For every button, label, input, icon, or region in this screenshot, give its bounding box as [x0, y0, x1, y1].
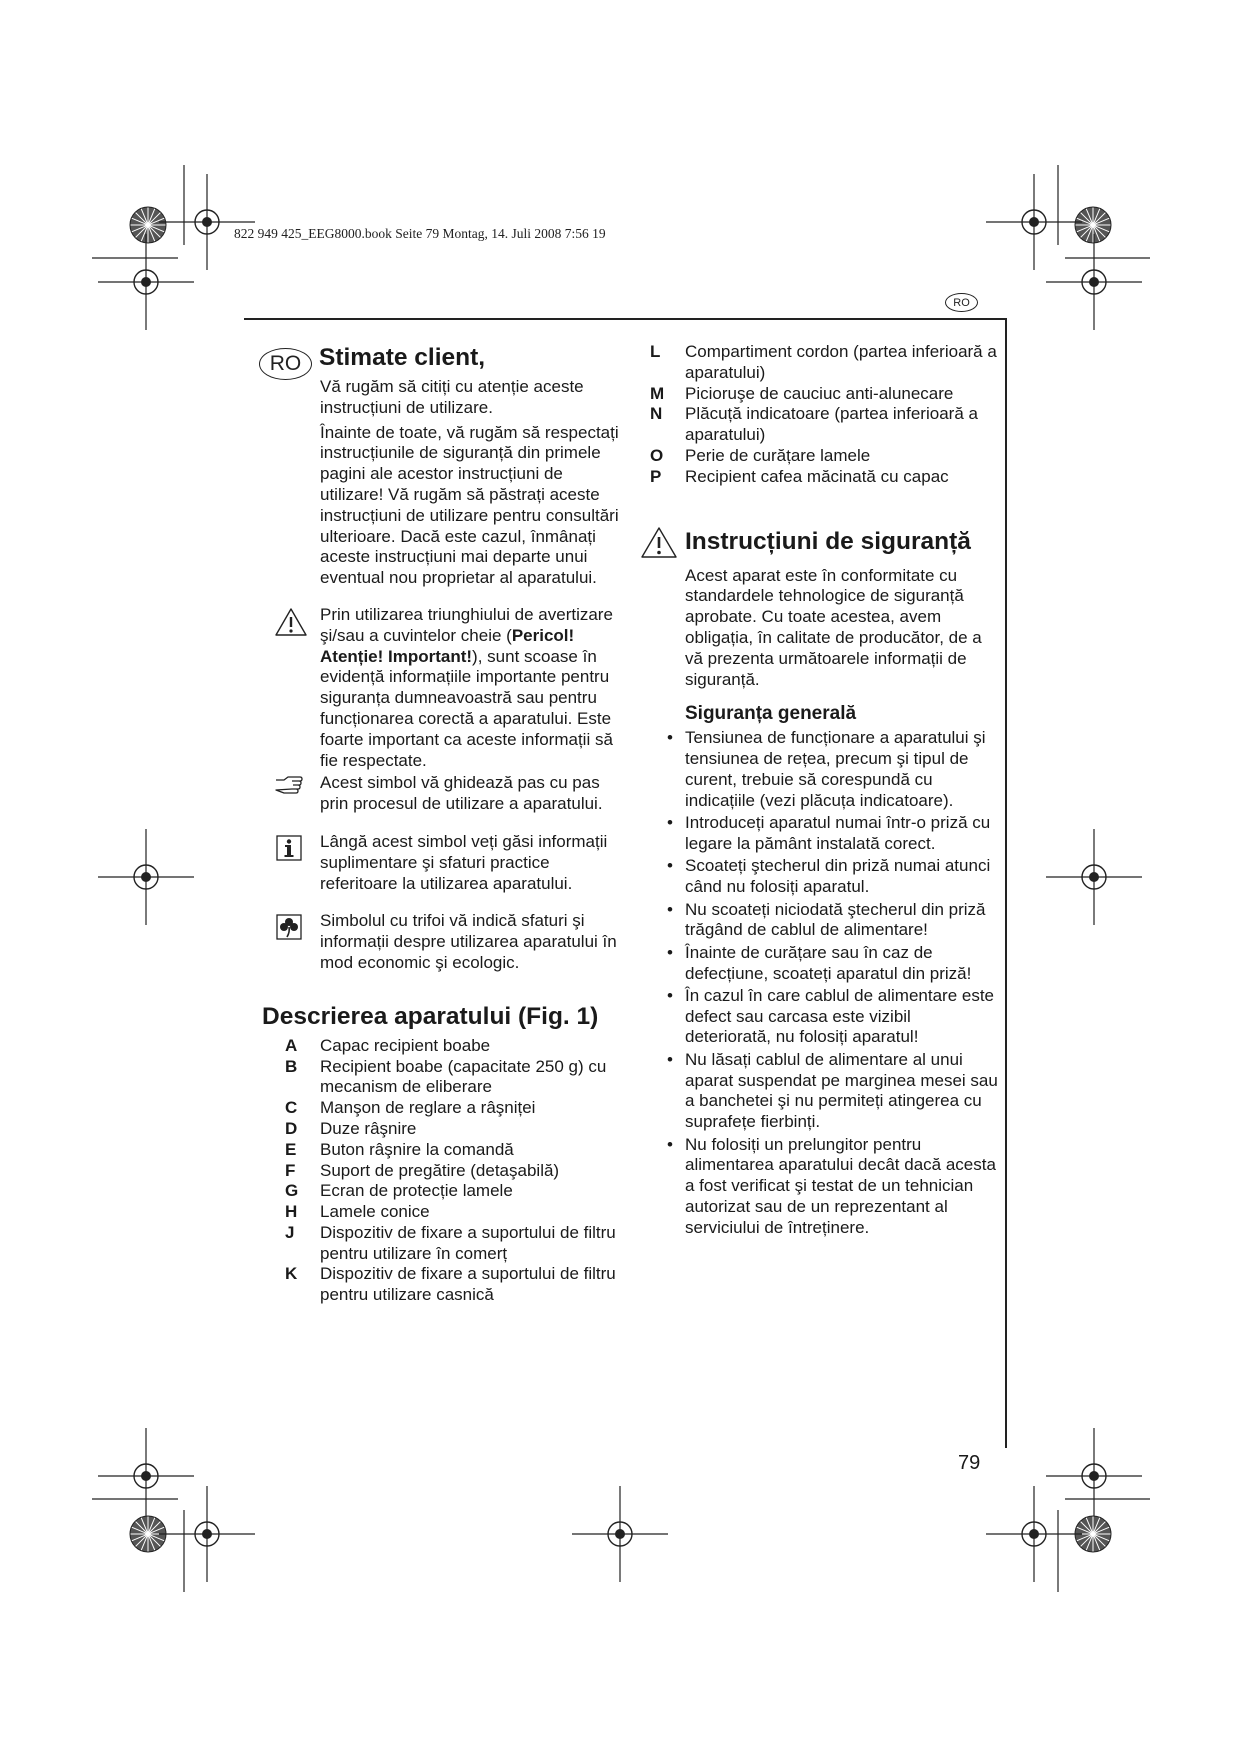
- part-text: Manşon de reglare a râşniței: [320, 1098, 536, 1118]
- part-letter: H: [285, 1202, 298, 1222]
- warning-triangle-icon: [640, 526, 678, 559]
- page-number: 79: [958, 1452, 981, 1474]
- intro-paragraph-1: Vă rugăm să citiți cu atenție aceste instrucțiuni de utilizare.: [320, 377, 584, 417]
- bullet-dot: •: [667, 856, 673, 876]
- part-letter: A: [285, 1035, 298, 1055]
- parts-list-left: [262, 1036, 622, 1306]
- clover-icon: [276, 914, 302, 940]
- part-letter: D: [285, 1118, 298, 1138]
- bullet-dot: •: [667, 1134, 673, 1154]
- part-letter: O: [650, 445, 664, 465]
- safety-bullet-item: [667, 1134, 998, 1239]
- safety-bullet-text: Nu folosiți un prelungitor pentru alimentarea aparatului decât dacă acesta a fost verificat şi testat de un tehnician autorizat sau de un reprezentant al serviciului de întreținere.: [685, 1134, 996, 1237]
- part-item: [262, 1140, 622, 1161]
- part-item: [262, 1223, 622, 1265]
- part-letter: M: [650, 383, 665, 403]
- part-item: [262, 1161, 622, 1182]
- safety-bullet-text: Nu scoateți niciodată ştecherul din priză trăgând de cablul de alimentare!: [685, 899, 986, 940]
- bullet-dot: •: [667, 1049, 673, 1069]
- part-text: Recipient cafea măcinată cu capac: [685, 466, 949, 486]
- safety-bullet-text: Înainte de curățare sau în caz de defecțiune, scoateți aparatul din priză!: [685, 942, 972, 983]
- clover-note-text: Simbolul cu trifoi vă indică sfaturi şi informații despre utilizarea aparatului în mod economic şi ecologic.: [320, 911, 617, 972]
- safety-bullet-list: [667, 728, 998, 1238]
- safety-bullet-item: [667, 1049, 998, 1133]
- part-text: Compartiment cordon (partea inferioară a aparatului): [685, 342, 997, 382]
- safety-heading: Instrucțiuni de siguranță: [685, 528, 971, 556]
- warning-triangle-icon: [274, 607, 308, 637]
- part-letter: C: [285, 1098, 298, 1118]
- safety-bullet-text: În cazul în care cablul de alimentare este defect sau carcasa este vizibil deteriorată, nu folosiți aparatul!: [685, 985, 995, 1047]
- info-note-text: Lângă acest simbol veți găsi informații suplimentare şi sfaturi practice referitoare la utilizarea aparatului.: [320, 831, 608, 893]
- hand-note: [262, 773, 622, 815]
- safety-bullet-item: [667, 899, 998, 942]
- top-rule: [244, 318, 1006, 320]
- info-icon: [276, 835, 302, 861]
- bullet-dot: •: [667, 942, 673, 962]
- description-heading: Descrierea aparatului (Fig. 1): [262, 1002, 599, 1030]
- part-letter: L: [650, 342, 661, 361]
- part-letter: B: [285, 1056, 298, 1076]
- part-text: Plăcuță indicatoare (partea inferioară a aparatului): [685, 404, 978, 445]
- bullet-dot: •: [667, 728, 673, 748]
- part-item: [648, 384, 998, 405]
- part-item: [262, 1119, 622, 1140]
- bullet-dot: •: [667, 813, 673, 833]
- safety-bullet-text: Introduceți aparatul numai într-o priză cu legare la pământ instalată corect.: [685, 813, 991, 853]
- safety-bullet-item: [667, 985, 998, 1048]
- safety-bullet-item: [667, 728, 998, 811]
- part-text: Dispozitiv de fixare a suportului de filtru pentru utilizare în comerț: [320, 1222, 616, 1263]
- info-note: [262, 832, 622, 894]
- clover-note: [262, 911, 622, 973]
- part-item: [262, 1036, 622, 1057]
- safety-bullet-text: Nu lăsați cablul de alimentare al unui aparat suspendat pe marginea mesei sau a banchetei şi nu permiteți atingerea cu suprafețe fierbinți.: [685, 1049, 998, 1132]
- part-letter: E: [285, 1139, 297, 1159]
- part-text: Perie de curățare lamele: [685, 445, 871, 465]
- part-item: [648, 404, 998, 446]
- warning-note-text: Prin utilizarea triunghiului de avertizare şi/sau a cuvintelor cheie (Pericol! Atenție! Important!), sunt scoase în evidență informațiile importante pentru siguranța dumneavoastră sau pentru funcționarea corectă a aparatului. Este foarte important ca aceste informații să fie respectate.: [320, 604, 613, 770]
- parts-list-right: [648, 342, 998, 488]
- part-text: Suport de pregătire (detaşabilă): [320, 1160, 560, 1180]
- safety-bullet-item: [667, 856, 998, 898]
- part-text: Lamele conice: [320, 1202, 430, 1222]
- part-letter: J: [285, 1222, 295, 1242]
- part-item: [648, 446, 998, 467]
- part-item: [648, 342, 998, 384]
- safety-bullet-text: Tensiunea de funcționare a aparatului şi tensiunea de rețea, precum şi tipul de curent, trebuie să corespundă cu indicațiile (vezi plăcuța indicatoare).: [685, 728, 986, 810]
- safety-bullet-text: Scoateți ştecherul din priză numai atunci când nu folosiți aparatul.: [685, 856, 991, 897]
- bullet-dot: •: [667, 985, 673, 1005]
- warning-note: [262, 605, 622, 771]
- right-rule: [1005, 318, 1007, 1448]
- part-text: Recipient boabe (capacitate 250 g) cu mecanism de eliberare: [320, 1056, 607, 1097]
- part-letter: G: [285, 1181, 299, 1201]
- left-column: [262, 343, 622, 1306]
- safety-intro: Acest aparat este în conformitate cu standardele tehnologice de siguranță aprobate. Cu toate acestea, avem obligația, în calitate de producător, de a vă prezenta următoarele informații de siguranță.: [685, 565, 982, 689]
- part-item: [262, 1202, 622, 1223]
- print-header-line: 822 949 425_EEG8000.book Seite 79 Montag, 14. Juli 2008 7:56 19: [234, 226, 606, 241]
- intro-paragraph-2: Înainte de toate, vă rugăm să respectați instrucțiunile de siguranță din primele pagini ale acestor instrucțiuni de utilizare! Vă rugăm să păstrați aceste instrucțiuni de utilizare pentru consultări ulterioare. Dacă este cazul, înmânați aceste instrucțiuni mai departe unui eventual nou proprietar al aparatului.: [320, 422, 619, 588]
- part-letter: P: [650, 466, 662, 486]
- part-text: Dispozitiv de fixare a suportului de filtru pentru utilizare casnică: [320, 1264, 616, 1305]
- hand-note-text: Acest simbol vă ghidează pas cu pas prin procesul de utilizare a aparatului.: [320, 773, 603, 814]
- language-badge: RO: [259, 348, 312, 380]
- part-letter: F: [285, 1160, 296, 1180]
- part-item: [262, 1264, 622, 1306]
- part-text: Ecran de protecție lamele: [320, 1181, 513, 1201]
- part-item: [262, 1098, 622, 1119]
- part-text: Duze râşnire: [320, 1118, 417, 1138]
- part-letter: K: [285, 1264, 298, 1284]
- part-letter: N: [650, 404, 663, 424]
- language-badge-top: RO: [945, 293, 978, 312]
- bullet-dot: •: [667, 899, 673, 919]
- safety-bullet-item: [667, 813, 998, 855]
- part-item: [262, 1057, 622, 1099]
- part-item: [648, 467, 998, 488]
- greeting-heading: Stimate client,: [319, 344, 486, 371]
- part-item: [262, 1181, 622, 1202]
- pointing-hand-icon: [274, 774, 304, 794]
- part-text: Capac recipient boabe: [320, 1035, 491, 1055]
- part-text: Buton râşnire la comandă: [320, 1139, 514, 1159]
- safety-bullet-item: [667, 942, 998, 985]
- safety-heading-row: [648, 526, 998, 559]
- general-safety-heading: Siguranța generală: [685, 703, 857, 725]
- right-column: [648, 342, 998, 1240]
- part-text: Picioruşe de cauciuc anti-alunecare: [685, 383, 954, 403]
- warning-keywords: Pericol! Atenție! Important!: [320, 625, 575, 666]
